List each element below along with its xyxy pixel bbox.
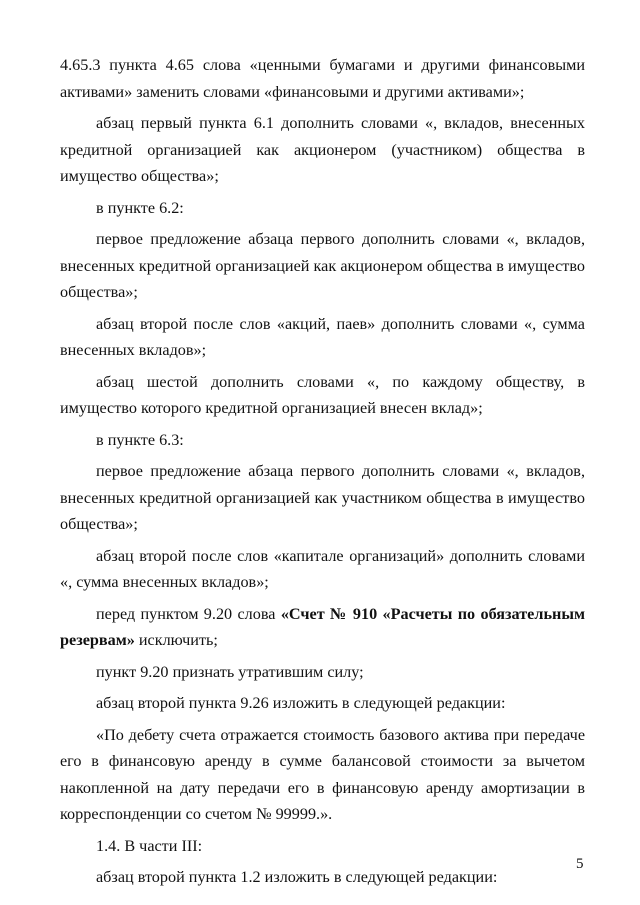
paragraph-before-9-20-tail: исключить; xyxy=(134,631,218,649)
paragraph-1-2-intro: абзац второй пункта 1.2 изложить в следующей редакции: xyxy=(96,868,498,886)
document-body xyxy=(60,52,585,896)
paragraph-9-26-intro: абзац второй пункта 9.26 изложить в следующей редакции: xyxy=(96,694,506,712)
paragraph-9-26-new-text: «По дебету счета отражается стоимость базового актива при передаче его в финансовую аренду в сумме балансовой стоимости за вычетом накопленной на дату передачи его в финансовую аренду амортизации в корреспонденции со счетом № 99999.». xyxy=(60,725,585,823)
paragraph-4-65-3: 4.65.3 пункта 4.65 слова «ценными бумагами и другими финансовыми активами» заменить словами «финансовыми и другими активами»; xyxy=(60,56,585,101)
account-910-title: «Счет № 910 «Расчеты по обязательным резервам» xyxy=(60,604,585,649)
paragraph-part-iii-heading: 1.4. В части III: xyxy=(96,836,203,855)
paragraph-6-3-first-sentence: первое предложение абзаца первого дополнить словами «, вкладов, внесенных кредитной организацией как участником общества в имущество общества»; xyxy=(60,462,585,533)
page-number: 5 xyxy=(576,856,584,872)
paragraph-before-9-20-lead: перед пунктом 9.20 слова xyxy=(96,604,281,623)
paragraph-6-2-second-abzac: абзац второй после слов «акций, паев» дополнить словами «, сумма внесенных вкладов»; xyxy=(60,314,585,359)
paragraph-9-20-repeal: пункт 9.20 признать утратившим силу; xyxy=(96,662,364,681)
paragraph-6-2-sixth-abzac: абзац шестой дополнить словами «, по каждому обществу, в имущество которого кредитной организацией внесен вклад»; xyxy=(60,372,585,417)
paragraph-6-1: абзац первый пункта 6.1 дополнить словами «, вкладов, внесенных кредитной организацией как акционером (участником) общества в имущество общества»; xyxy=(60,114,585,185)
paragraph-6-3-second-abzac: абзац второй после слов «капитале организаций» дополнить словами «, сумма внесенных вкладов»; xyxy=(60,546,585,591)
paragraph-before-9-20 xyxy=(60,601,585,654)
paragraph-point-6-2-heading: в пункте 6.2: xyxy=(96,198,184,217)
paragraph-6-2-first-sentence: первое предложение абзаца первого дополнить словами «, вкладов, внесенных кредитной организацией как акционером общества в имущество общества»; xyxy=(60,230,585,301)
paragraph-point-6-3-heading: в пункте 6.3: xyxy=(96,430,184,449)
